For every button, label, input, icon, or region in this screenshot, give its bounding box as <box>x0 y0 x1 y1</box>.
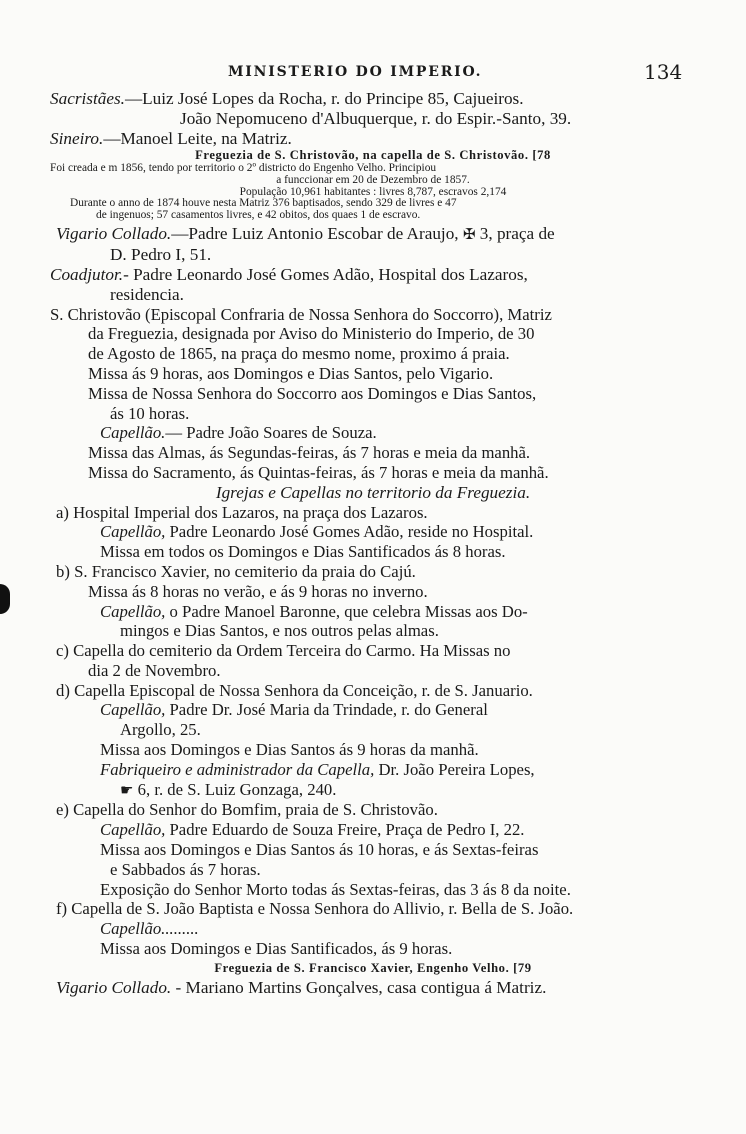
line-capellao-souza <box>50 423 696 443</box>
line-missa-9: Missa ás 9 horas, aos Domingos e Dias Santos, pelo Vigario. <box>88 363 494 383</box>
cross-icon: ✠ <box>462 225 476 244</box>
line-nepomuceno: João Nepomuceno d'Albuquerque, r. do Espir.-Santo, 39. <box>180 108 572 128</box>
text-capellao-baronne: o Padre Manoel Baronne, que celebra Missas aos Do- <box>165 601 528 621</box>
line-argollo: Argollo, 25. <box>120 720 201 740</box>
line-gonzaga <box>50 780 696 801</box>
text-capellao-freire: Padre Eduardo de Souza Freire, Praça de Pedro I, 22. <box>165 820 525 840</box>
label-capellao: Capellão, <box>100 522 166 542</box>
line-capellao-freire <box>50 820 696 840</box>
item-f: f) Capella de S. João Baptista e Nossa Senhora do Allivio, r. Bella de S. João. <box>56 899 574 919</box>
line-sineiro <box>50 129 696 149</box>
text-vigario-goncalves: - Mariano Martins Gonçalves, casa contigua á Matriz. <box>171 977 547 997</box>
line-missa-manha: Missa aos Domingos e Dias Santos ás 9 horas da manhã. <box>100 740 479 760</box>
label-coadjutor: Coadjutor. <box>50 264 124 284</box>
text-capellao-souza: — Padre João Soares de Souza. <box>165 423 377 443</box>
label-capellao: Capellão, <box>100 820 166 840</box>
item-b: b) S. Francisco Xavier, no cemiterio da praia do Cajú. <box>56 561 416 581</box>
line-mingos: mingos e Dias Santos, e nos outros pelas almas. <box>120 621 439 641</box>
line-vigario <box>50 224 696 245</box>
label-fabriqueiro: Fabriqueiro e administrador da Capella, <box>100 759 375 779</box>
binding-hole-mark <box>0 584 10 614</box>
line-as-10: ás 10 horas. <box>110 403 190 423</box>
line-missa-8: Missa em todos os Domingos e Dias Santificados ás 8 horas. <box>100 542 506 562</box>
item-e: e) Capella do Senhor do Bomfim, praia de S. Christovão. <box>56 800 438 820</box>
page-body <box>50 89 696 998</box>
line-missa-10: Missa aos Domingos e Dias Santos ás 10 horas, e ás Sextas-feiras <box>100 840 539 860</box>
text-capellao-trindade: Padre Dr. José Maria da Trindade, r. do General <box>165 700 488 720</box>
item-a: a) Hospital Imperial dos Lazaros, na praça dos Lazaros. <box>56 502 428 522</box>
text-sineiro: —Manoel Leite, na Matriz. <box>103 128 292 148</box>
line-capellao-blank: Capellão......... <box>100 919 199 939</box>
line-missa-soccorro: Missa de Nossa Senhora do Soccorro aos Domingos e Dias Santos, <box>88 383 537 403</box>
section-heading-christovao: Freguezia de S. Christovão, na capella de S. Christovão. [78 <box>195 148 551 163</box>
line-missa-sacramento: Missa do Sacramento, ás Quintas-feiras, ás 7 horas e meia da manhã. <box>88 462 549 482</box>
line-matriz: S. Christovão (Episcopal Confraria de Nossa Senhora do Soccorro), Matriz <box>50 304 552 324</box>
line-capellao-trindade <box>50 700 696 720</box>
label-sacristaes: Sacristães. <box>50 89 125 108</box>
line-capellao-adao <box>50 522 696 542</box>
text-vigario: —Padre Luiz Antonio Escobar de Araujo, <box>171 224 459 244</box>
line-sacristaes <box>50 89 696 109</box>
line-agosto: de Agosto de 1865, na praça do mesmo nome, proximo á praia. <box>88 344 510 364</box>
note-funccionar: a funccionar em 20 de Dezembro de 1857. <box>276 173 470 186</box>
line-missa-santificados: Missa aos Domingos e Dias Santificados, ás 9 horas. <box>100 939 453 959</box>
label-vigario-collado: Vigario Collado. <box>56 977 172 997</box>
line-capellao-baronne <box>50 602 696 622</box>
text-sacristaes: —Luiz José Lopes da Rocha, r. do Principe 85, Cajueiros. <box>124 89 524 108</box>
page-number: 134 <box>644 60 683 84</box>
line-missa-almas: Missa das Almas, ás Segundas-feiras, ás 7 horas e meia da manhã. <box>88 443 531 463</box>
line-missa-verao: Missa ás 8 horas no verão, e ás 9 horas no inverno. <box>88 581 428 601</box>
item-d: d) Capella Episcopal de Nossa Senhora da Conceição, r. de S. Januario. <box>56 680 533 700</box>
running-head: MINISTERIO DO IMPERIO. <box>228 64 483 80</box>
item-c: c) Capella do cemiterio da Ordem Terceira do Carmo. Ha Missas no <box>56 641 511 661</box>
hand-icon: ☛ <box>120 780 134 799</box>
line-vigario-goncalves <box>50 978 696 998</box>
label-capellao: Capellão, <box>100 700 166 720</box>
line-coadjutor <box>50 265 696 285</box>
line-residencia: residencia. <box>110 284 184 304</box>
label-capellao: Capellão. <box>100 423 166 443</box>
line-sabbados: e Sabbados ás 7 horas. <box>110 859 261 879</box>
text-coadjutor: - Padre Leonardo José Gomes Adão, Hospital dos Lazaros, <box>123 264 528 284</box>
label-sineiro: Sineiro. <box>50 128 104 148</box>
text-gonzaga: 6, r. de S. Luiz Gonzaga, 240. <box>137 779 337 799</box>
section-heading-xavier: Freguezia de S. Francisco Xavier, Engenho Velho. [79 <box>214 960 532 975</box>
note-foi-creada: Foi creada e m 1856, tendo por territorio o 2º districto do Engenho Velho. Principiou <box>50 162 437 175</box>
label-capellao: Capellão, <box>100 601 166 621</box>
line-novembro: dia 2 de Novembro. <box>88 660 221 680</box>
subheading-igrejas: Igrejas e Capellas no territorio da Freguezia. <box>215 482 531 502</box>
note-ingenuos: de ingenuos; 57 casamentos livres, e 42 obitos, dos quaes 1 de escravo. <box>96 208 421 221</box>
line-freguezia: da Freguezia, designada por Aviso do Ministerio do Imperio, de 30 <box>88 324 535 344</box>
line-exposicao: Exposição do Senhor Morto todas ás Sextas-feiras, das 3 ás 8 da noite. <box>100 879 571 899</box>
text-capellao-adao: Padre Leonardo José Gomes Adão, reside no Hospital. <box>165 522 534 542</box>
note-baptisados: Durante o anno de 1874 houve nesta Matriz 376 baptisados, sendo 329 de livres e 47 <box>70 197 457 210</box>
text-vigario-address: 3, praça de <box>479 224 555 244</box>
text-fabriqueiro: Dr. João Pereira Lopes, <box>374 759 535 779</box>
line-pedro: D. Pedro I, 51. <box>110 245 212 265</box>
label-vigario: Vigario Collado. <box>56 224 172 244</box>
note-populacao: População 10,961 habitantes : livres 8,787, escravos 2,174 <box>239 185 507 198</box>
page-header <box>0 62 746 86</box>
line-fabriqueiro <box>50 760 696 780</box>
